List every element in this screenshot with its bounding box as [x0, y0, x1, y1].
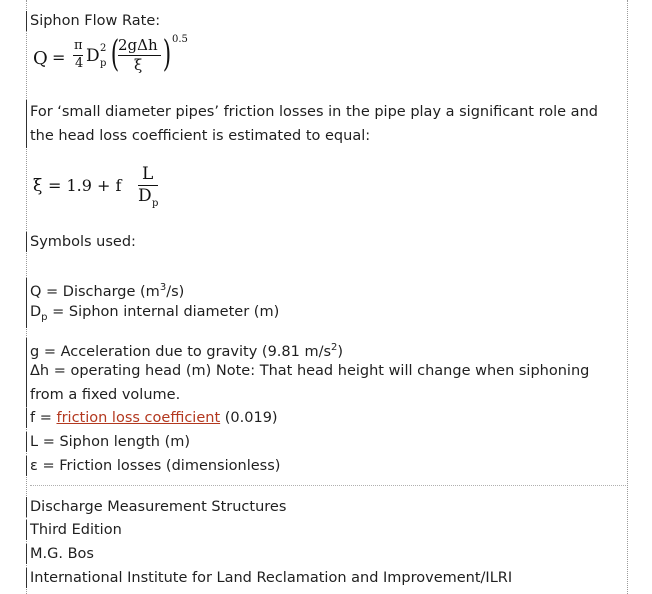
small-pipes-paragraph: For ‘small diameter pipes’ friction losses in the pipe play a significant role and the head loss coefficient is estimated to equal: [26, 100, 622, 148]
formula-q-numerator: 2gΔh [118, 36, 158, 54]
reference-title: Discharge Measurement Structures [26, 497, 286, 517]
symbol-g-sup: 2 [331, 342, 338, 353]
symbol-dp [26, 302, 279, 328]
symbol-f [26, 408, 278, 428]
formula-xi-eq: = 1.9 + f [48, 176, 122, 195]
formula-q-four: 4 [75, 56, 84, 71]
siphon-flow-formula [30, 36, 230, 86]
formula-q-pi: π [74, 38, 83, 53]
formula-q-p-sub: p [100, 58, 107, 69]
reference-author: M.G. Bos [26, 544, 94, 564]
formula-q-d: D [86, 46, 100, 66]
symbol-q-unit: /s) [166, 283, 185, 300]
symbol-g-text: g = Acceleration due to gravity (9.81 m/s [30, 343, 332, 360]
formula-xi-p-sub: p [152, 198, 159, 209]
formula-q-eq: = [52, 48, 66, 67]
formula-xi-symbol: ξ [33, 176, 43, 196]
symbol-dp-main: D [30, 304, 42, 320]
section-divider [30, 485, 626, 486]
reference-publisher: International Institute for Land Reclamation and Improvement/ILRI [26, 568, 512, 588]
symbol-dp-sub: p [41, 311, 48, 323]
formula-q-left-paren: ( [110, 34, 120, 75]
symbol-dp-text: = Siphon internal diameter (m) [47, 304, 280, 320]
symbols-heading: Symbols used: [26, 232, 136, 252]
formula-q-lhs: Q [33, 48, 48, 69]
symbol-g-close: ) [337, 343, 344, 360]
symbol-l: L = Siphon length (m) [26, 432, 190, 452]
formula-xi-l: L [142, 164, 154, 184]
siphon-heading: Siphon Flow Rate: [26, 11, 160, 31]
symbol-q [26, 278, 184, 302]
friction-loss-coefficient-link[interactable]: friction loss coefficient [56, 410, 221, 426]
formula-xi-d: D [138, 186, 152, 206]
reference-edition: Third Edition [26, 520, 122, 540]
formula-q-sq: 2 [100, 43, 107, 54]
formula-q-denominator: ξ [134, 56, 143, 74]
symbol-q-text: Q = Discharge (m [30, 283, 160, 300]
symbol-f-text: f = [30, 410, 57, 426]
symbol-q-sup: 3 [159, 282, 167, 293]
formula-q-right-paren: ) [162, 34, 172, 75]
symbol-f-value: (0.019) [220, 410, 278, 426]
head-loss-formula [30, 164, 230, 214]
symbol-e: ε = Friction losses (dimensionless) [26, 456, 280, 476]
symbol-dh: Δh = operating head (m) Note: That head height will change when siphoning from a fixed volume. [26, 359, 622, 407]
right-dotted-border [627, 0, 628, 594]
formula-q-exponent: 0.5 [172, 34, 188, 45]
